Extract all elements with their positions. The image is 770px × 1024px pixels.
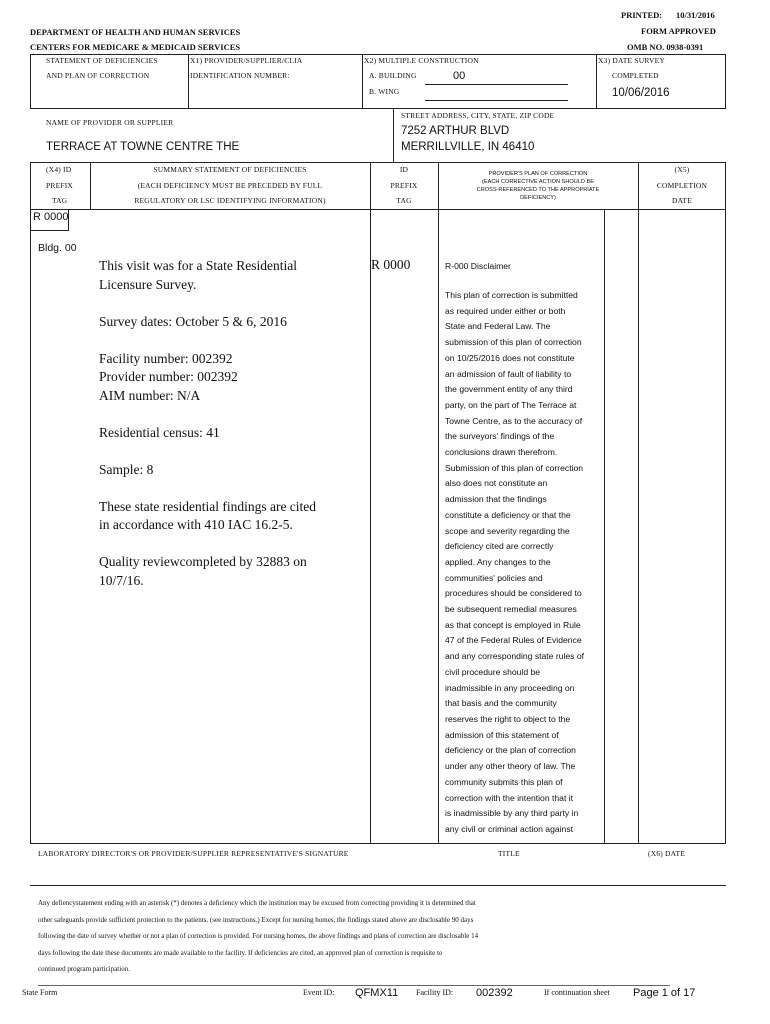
footnote-line: Any defiencystatement ending with an asterisk (*) denotes a deficiency which the institution may be excused from correcting providing it is determined that (38, 899, 476, 907)
deficiency-paragraph: Quality reviewcompleted by 32883 on 10/7/16. (99, 554, 307, 588)
state-form-label: State Form (22, 988, 58, 997)
date-survey-label: X3) DATE SURVEY (598, 56, 665, 65)
plan-line: correction with the intention that it (445, 792, 574, 803)
date-label: (X6) DATE (648, 849, 686, 858)
plan-line: communities' policies and (445, 572, 543, 583)
printed-date: 10/31/2016 (676, 10, 715, 20)
plan-line: and any corresponding state rules of (445, 651, 585, 662)
address-line-2: MERRILLVILLE, IN 46410 (401, 141, 535, 153)
signature-label: LABORATORY DIRECTOR'S OR PROVIDER/SUPPLIER REPRESENTATIVE'S SIGNATURE (38, 849, 349, 858)
plan-line: that basis and the community (445, 698, 557, 709)
event-id-label: Event ID: (303, 988, 335, 997)
footnote-line: following the date of survey whether or not a plan of correction is provided. For nursing homes, the above findings and plans of correction are disclosable 14 (38, 932, 479, 940)
plan-line: under any other theory of law. The (445, 761, 576, 772)
completed-label: COMPLETED (612, 71, 659, 80)
omb-number: OMB NO. 0938-0391 (627, 42, 704, 52)
plan-line: on 10/25/2016 does not constitute (445, 352, 575, 363)
deficiency-tag: R 0000 (33, 211, 69, 223)
plan-line: inadmissible in any proceeding on (445, 682, 575, 693)
plan-line: conclusions drawn therefrom. (445, 447, 558, 458)
summary-header-3: REGULATORY OR LSC IDENTIFYING INFORMATION) (134, 196, 326, 205)
building-value: 00 (453, 70, 466, 82)
provider-name-label: NAME OF PROVIDER OR SUPPLIER (46, 118, 174, 127)
address-label: STREET ADDRESS, CITY, STATE, ZIP CODE (401, 111, 555, 120)
x4-header-3: TAG (52, 196, 68, 205)
plan-line: submission of this plan of correction (445, 337, 582, 348)
plan-line: the surveyors' findings of the (445, 431, 555, 442)
multiple-construction-label: X2) MULTIPLE CONSTRUCTION (364, 56, 479, 65)
plan-line: This plan of correction is submitted (445, 290, 578, 300)
wing-label: B. WING (369, 87, 400, 96)
plan-line: be subsequent remedial measures (445, 604, 577, 615)
printed-label: PRINTED: (621, 10, 663, 20)
department-title: DEPARTMENT OF HEALTH AND HUMAN SERVICES (30, 27, 241, 37)
x5-header-1: (X5) (674, 165, 690, 174)
plan-line: any civil or criminal action against (445, 823, 574, 834)
footnote-line: other safeguards provide sufficient protection to the patients. (see instructions.) Except for nursing homes, the findings stated above are disclosable 90 days (38, 915, 474, 924)
plan-line: Submission of this plan of correction (445, 462, 584, 473)
plan-line: reserves the right to object to the (445, 713, 571, 724)
id-header-1: ID (399, 165, 409, 174)
plan-title: R-000 Disclaimer (445, 261, 511, 271)
statement-label-2: AND PLAN OF CORRECTION (46, 71, 150, 80)
footnote-line: days following the date these documents are made available to the facility. If deficiencies are cited, an approved plan of correction is requisite to (38, 948, 443, 957)
deficiency-paragraph: Survey dates: October 5 & 6, 2016 (99, 313, 287, 329)
deficiency-paragraph: Residential census: 41 (99, 424, 220, 440)
plan-header-4: DEFICIENCY) (520, 195, 556, 201)
address-line-1: 7252 ARTHUR BLVD (401, 125, 510, 137)
plan-line: as required under either or both (445, 305, 566, 316)
plan-line: an admission of fault of liability to (445, 368, 572, 379)
plan-header-3: CROSS-REFERENCED TO THE APPROPRIATE (476, 187, 600, 193)
deficiency-text (99, 257, 365, 590)
plan-line: Towne Centre, as to the accuracy of (445, 415, 583, 426)
building-label: A. BUILDING (369, 71, 417, 80)
deficiency-paragraph: Sample: 8 (99, 461, 154, 477)
deficiency-paragraph: This visit was for a State Residential Licensure Survey. (99, 258, 297, 292)
plan-line: constitute a deficiency or that the (445, 509, 571, 520)
id-header-3: TAG (396, 196, 412, 205)
plan-line: admission that the findings (445, 494, 547, 505)
plan-line: community submits this plan of (445, 776, 563, 787)
page-number: Page 1 of 17 (633, 987, 696, 999)
statement-label-1: STATEMENT OF DEFICIENCIES (46, 56, 158, 65)
clia-label-1: X1) PROVIDER/SUPPLIER/CLIA (190, 56, 303, 65)
plan-line: the government entity of any third (445, 384, 573, 395)
footnote (38, 895, 478, 978)
plan-header-1: PROVIDER'S PLAN OF CORRECTION (488, 171, 588, 177)
clia-label-2: IDENTIFICATION NUMBER: (190, 71, 290, 80)
plan-line: is inadmissible by any third party in (445, 808, 579, 819)
plan-line: State and Federal Law. The (445, 321, 551, 332)
event-id: QFMX11 (355, 987, 399, 999)
agency-title: CENTERS FOR MEDICARE & MEDICAID SERVICES (30, 42, 241, 52)
plan-line: scope and severity regarding the (445, 525, 570, 536)
survey-date: 10/06/2016 (612, 87, 670, 99)
plan-header-2: (EACH CORRECTIVE ACTION SHOULD BE (482, 179, 594, 185)
provider-name: TERRACE AT TOWNE CENTRE THE (46, 141, 240, 153)
summary-header-1: SUMMARY STATEMENT OF DEFICIENCIES (153, 165, 307, 174)
id-header-2: PREFIX (390, 181, 418, 190)
plan-line: applied. Any changes to the (445, 556, 551, 567)
plan-line: civil procedure should be (445, 666, 541, 677)
plan-line: procedures should be considered to (445, 588, 582, 599)
facility-id-label: Facility ID: (416, 988, 454, 997)
plan-line: admission of this statement of (445, 729, 559, 740)
title-label: TITLE (498, 849, 520, 858)
building-tag: Bldg. 00 (38, 242, 77, 254)
x5-header-3: DATE (672, 196, 692, 205)
deficiency-paragraph: These state residential findings are cited in accordance with 410 IAC 16.2-5. (99, 498, 317, 532)
plan-line: deficiency cited are correctly (445, 541, 554, 552)
form-approved: FORM APPROVED (641, 26, 716, 36)
facility-id: 002392 (476, 987, 513, 999)
continuation-label: If continuation sheet (544, 988, 610, 997)
footnote-line: continued program participation. (38, 965, 130, 973)
deficiency-paragraph: Facility number: 002392 Provider number: 002392 AIM number: N/A (99, 350, 238, 403)
plan-line: as that concept is employed in Rule (445, 619, 581, 630)
x4-header-1: (X4) ID (46, 165, 72, 174)
plan-tag: R 0000 (371, 257, 411, 272)
plan-line: 47 of the Federal Rules of Evidence (445, 635, 582, 646)
x5-header-2: COMPLETION (656, 181, 708, 190)
plan-line: deficiency or the plan of correction (445, 745, 576, 756)
summary-header-2: (EACH DEFICIENCY MUST BE PRECEDED BY FULL (137, 181, 323, 190)
plan-of-correction-text (445, 288, 603, 838)
x4-header-2: PREFIX (46, 181, 74, 190)
plan-line: party, on the part of The Terrace at (445, 399, 577, 410)
plan-line: also does not constitute an (445, 478, 548, 489)
